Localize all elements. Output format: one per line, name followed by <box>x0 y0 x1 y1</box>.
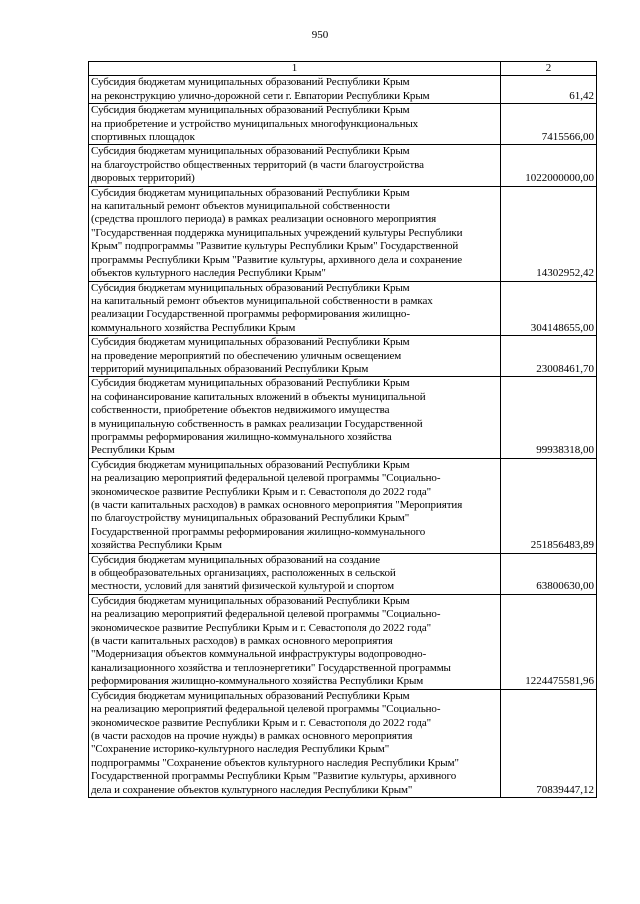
column-header-amount: 2 <box>501 62 597 76</box>
row-description: Субсидия бюджетам муниципальных образований Республики Крым на капитальный ремонт объектов муниципальной собственности в рамках реализации Государственной программы реформирования жилищно- коммунального хозяйства Республики Крым <box>89 281 501 336</box>
table-row <box>89 104 597 145</box>
row-description: Субсидия бюджетам муниципальных образований на создание в общеобразовательных организациях, расположенных в сельской местности, условий для занятий физической культурой и спортом <box>89 553 501 594</box>
row-amount: 14302952,42 <box>501 186 597 281</box>
row-amount: 1224475581,96 <box>501 594 597 689</box>
table-row <box>89 76 597 104</box>
table-header-row <box>89 62 597 76</box>
table-row <box>89 281 597 336</box>
row-description: Субсидия бюджетам муниципальных образований Республики Крым на реализацию мероприятий федеральной целевой программы "Социально- экономическое развитие Республики Крым и г. Севастополя до 2022 года" (в части капитальных расходов) в рамках основного мероприятия "Модернизация объектов коммунальной инфраструктуры водопроводно- канализационного хозяйства и теплоэнергетики" Государственной программы реформирования жилищно-коммунального хозяйства Республики Крым <box>89 594 501 689</box>
row-description: Субсидия бюджетам муниципальных образований Республики Крым на софинансирование капитальных вложений в объекты муниципальной собственности, приобретение объектов недвижимого имущества в муниципальную собственность в рамках реализации Государственной программы реформирования жилищно-коммунального хозяйства Республики Крым <box>89 377 501 458</box>
table-row <box>89 553 597 594</box>
row-description: Субсидия бюджетам муниципальных образований Республики Крым на реконструкцию улично-дорожной сети г. Евпатории Республики Крым <box>89 76 501 104</box>
row-description: Субсидия бюджетам муниципальных образований Республики Крым на реализацию мероприятий федеральной целевой программы "Социально- экономическое развитие Республики Крым и г. Севастополя до 2022 года" (в части капитальных расходов) в рамках основного мероприятия "Мероприятия по благоустройству муниципальных образований Республики Крым" Государственной программы реформирования жилищно-коммунального хозяйства Республики Крым <box>89 458 501 553</box>
row-description: Субсидия бюджетам муниципальных образований Республики Крым на проведение мероприятий по обеспечению уличным освещением территорий муниципальных образований Республики Крым <box>89 336 501 377</box>
row-description: Субсидия бюджетам муниципальных образований Республики Крым на благоустройство общественных территорий (в части благоустройства дворовых территорий) <box>89 145 501 186</box>
row-description: Субсидия бюджетам муниципальных образований Республики Крым на приобретение и устройство муниципальных многофункциональных спортивных площадок <box>89 104 501 145</box>
column-header-description: 1 <box>89 62 501 76</box>
row-amount: 23008461,70 <box>501 336 597 377</box>
page-number: 950 <box>311 29 329 41</box>
row-description: Субсидия бюджетам муниципальных образований Республики Крым на реализацию мероприятий федеральной целевой программы "Социально- экономическое развитие Республики Крым и г. Севастополя до 2022 года" (в части расходов на прочие нужды) в рамках основного мероприятия "Сохранение историко-культурного наследия Республики Крым" подпрограммы "Сохранение объектов культурного наследия Республики Крым" Государственной программы Республики Крым "Развитие культуры, архивного дела и сохранение объектов культурного наследия Республики Крым" <box>89 689 501 797</box>
table-row <box>89 594 597 689</box>
row-description: Субсидия бюджетам муниципальных образований Республики Крым на капитальный ремонт объектов муниципальной собственности (средства прошлого периода) в рамках реализации основного мероприятия "Государственная поддержка муниципальных учреждений культуры Республики Крым" подпрограммы "Развитие культуры Республики Крым" Государственной программы Республики Крым "Развитие культуры, архивного дела и сохранение объектов культурного наследия Республики Крым" <box>89 186 501 281</box>
row-amount: 70839447,12 <box>501 689 597 797</box>
row-amount: 61,42 <box>501 76 597 104</box>
row-amount: 99938318,00 <box>501 377 597 458</box>
row-amount: 1022000000,00 <box>501 145 597 186</box>
table-row <box>89 186 597 281</box>
table-row <box>89 145 597 186</box>
row-amount: 304148655,00 <box>501 281 597 336</box>
row-amount: 251856483,89 <box>501 458 597 553</box>
row-amount: 7415566,00 <box>501 104 597 145</box>
table-row <box>89 377 597 458</box>
table-row <box>89 458 597 553</box>
budget-table <box>88 61 597 798</box>
row-amount: 63800630,00 <box>501 553 597 594</box>
table-row <box>89 689 597 797</box>
table-row <box>89 336 597 377</box>
